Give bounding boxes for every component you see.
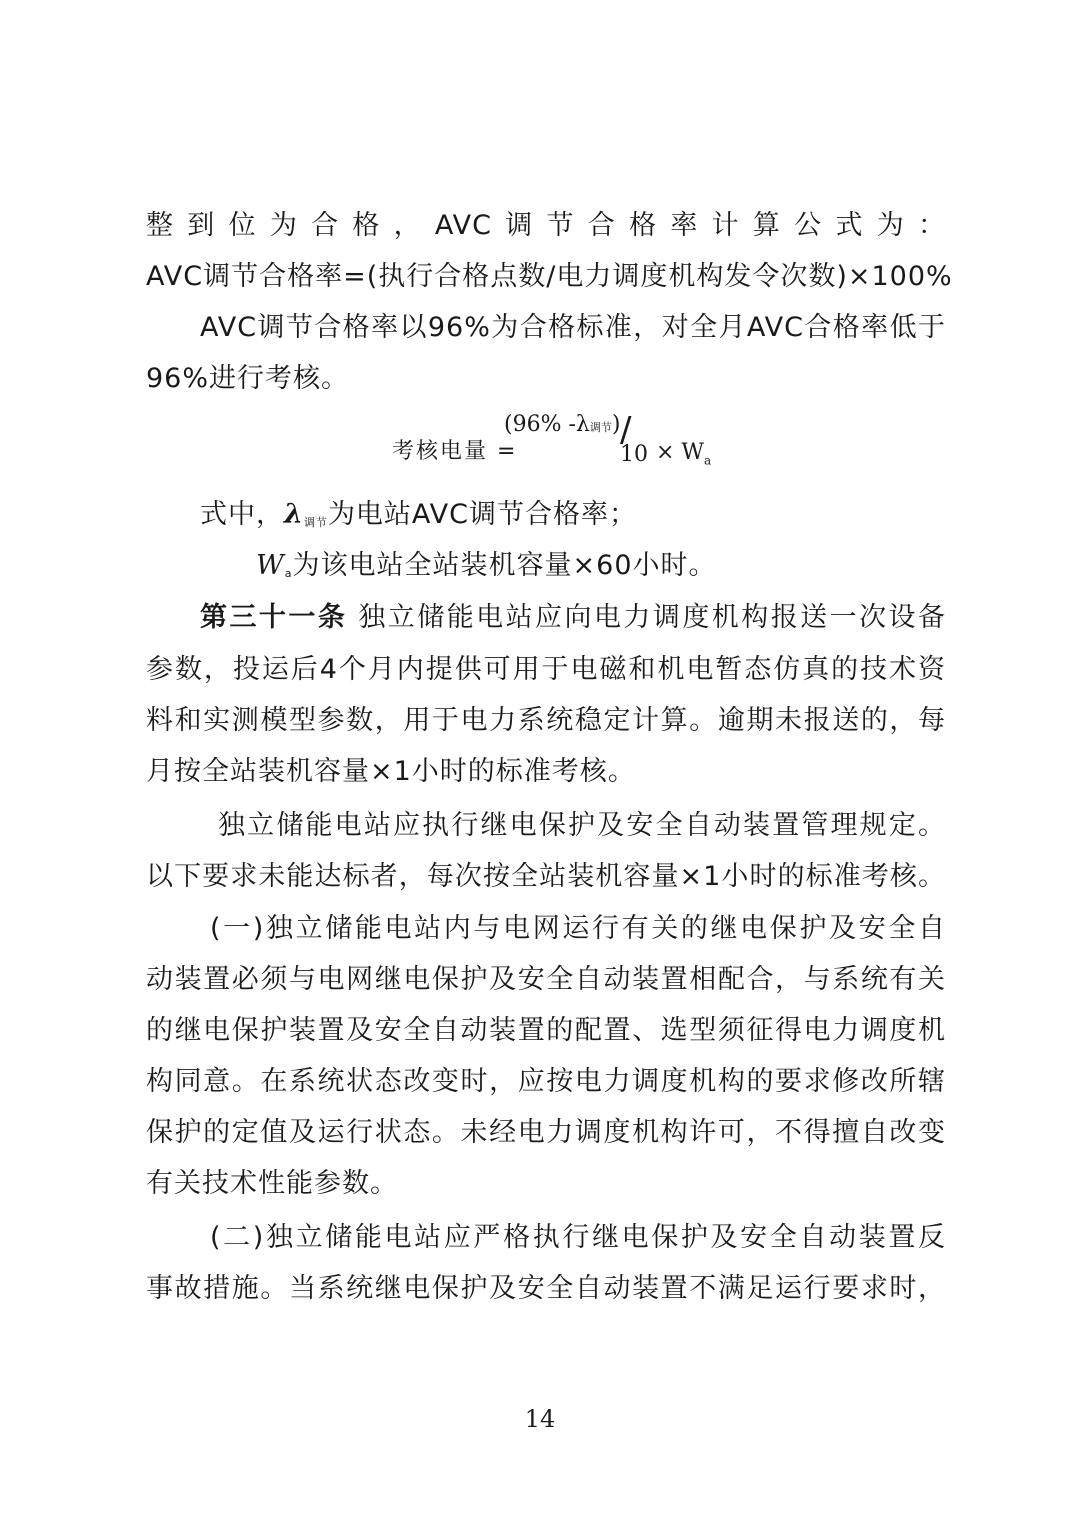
article-31-heading-line: 第三十一条 独立储能电站应向电力调度机构报送一次设备: [200, 602, 946, 633]
text-line-15: 动装置必须与电网继电保护及安全自动装置相配合，与系统有关: [146, 964, 946, 995]
text-line-10: 料和实测模型参数，用于电力系统稳定计算。逾期未报送的，每: [146, 705, 946, 736]
text-line-2: AVC调节合格率=(执行合格点数/电力调度机构发令次数)×100%: [146, 261, 953, 292]
formula-numerator: (96% -λ调节): [504, 412, 621, 437]
article-31-title: 第三十一条: [200, 602, 348, 633]
text-line-1: 整到位为合格，AVC调节合格率计算公式为：: [146, 210, 946, 241]
text-line-3: AVC调节合格率以96%为合格标准，对全月AVC合格率低于: [200, 312, 946, 343]
text-line-16: 的继电保护装置及安全自动装置的配置、选型须征得电力调度机: [146, 1015, 946, 1046]
formula-denominator: 10: [620, 442, 648, 467]
text-line-7: Wa为该电站全站装机容量×60小时。: [256, 550, 717, 581]
text-line-19: 有关技术性能参数。: [146, 1168, 398, 1199]
text-line-4: 96%进行考核。: [146, 363, 350, 394]
text-line-9: 参数，投运后4个月内提供可用于电磁和机电暂态仿真的技术资: [146, 654, 946, 685]
page-number: 14: [524, 1405, 556, 1433]
text-line-6: 式中，λ调节为电站AVC调节合格率；: [200, 499, 638, 530]
text-line-12: 独立储能电站应执行继电保护及安全自动装置管理规定。: [218, 810, 946, 841]
wa-symbol: W: [256, 550, 285, 581]
text-line-13: 以下要求未能达标者，每次按全站装机容量×1小时的标准考核。: [146, 861, 946, 892]
lambda-symbol: λ: [284, 499, 304, 530]
text-line-21: 事故措施。当系统继电保护及安全自动装置不满足运行要求时，: [146, 1273, 946, 1304]
formula-label: 考核电量 =: [392, 439, 518, 464]
text-line-14: (一)独立储能电站内与电网运行有关的继电保护及安全自: [210, 913, 946, 944]
text-line-11: 月按全站装机容量×1小时的标准考核。: [146, 756, 636, 787]
assessment-formula: [392, 412, 712, 472]
formula-fraction-slash: /: [620, 410, 632, 450]
formula-wa-term: × $W_a$: [656, 440, 712, 468]
text-line-17: 构同意。在系统状态改变时，应按电力调度机构的要求修改所辖: [146, 1066, 946, 1097]
text-line-18: 保护的定值及运行状态。未经电力调度机构许可，不得擅自改变: [146, 1117, 946, 1148]
text-line-20: (二)独立储能电站应严格执行继电保护及安全自动装置反: [210, 1222, 946, 1253]
